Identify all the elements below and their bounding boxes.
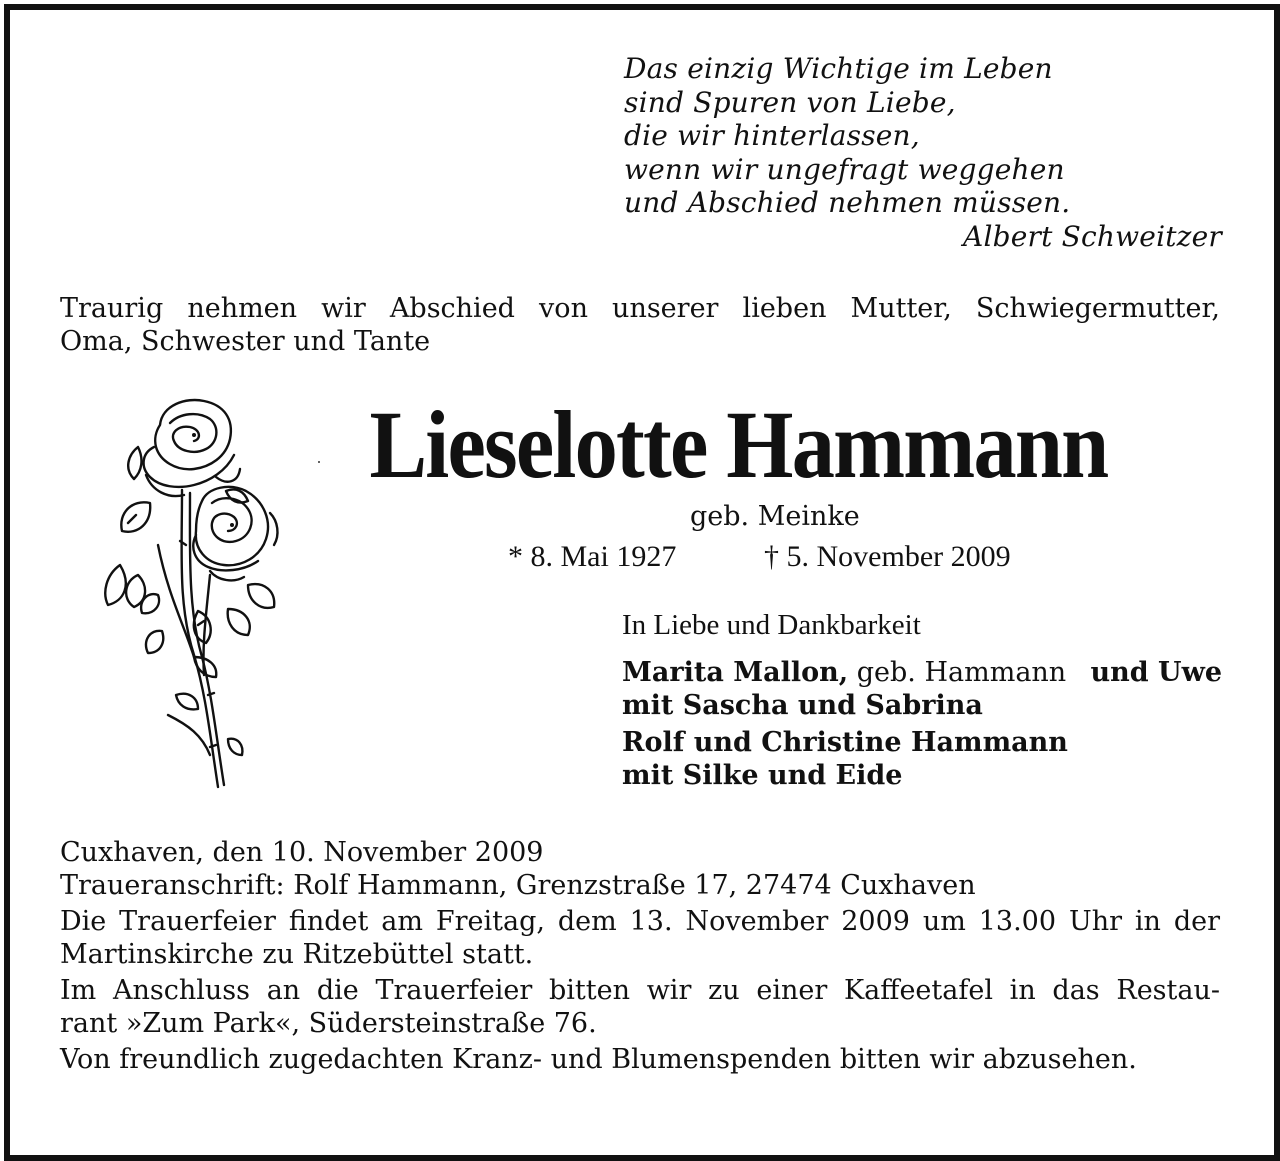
- rose-icon: [98, 395, 283, 795]
- quote-block: [624, 52, 1224, 253]
- intro-text: [60, 292, 1220, 358]
- mourner-group: [622, 726, 1222, 792]
- deceased-name: Lieselotte Hammann: [369, 391, 1108, 498]
- mourner-line: [622, 656, 1222, 689]
- intro-line: Oma, Schwester und Tante: [60, 326, 431, 357]
- quote-author: Albert Schweitzer: [963, 219, 1222, 253]
- quote-line: wenn wir ungefragt weggehen: [624, 152, 1065, 186]
- quote-line: und Abschied nehmen müssen.: [624, 186, 1071, 219]
- mourner-line: mit Sascha und Sabrina: [622, 690, 983, 721]
- mourner-partner: und Uwe: [1090, 657, 1222, 688]
- ceremony-line: Martinskirche zu Ritzebüttel statt.: [60, 938, 534, 970]
- reception-line: rant »Zum Park«, Südersteinstraße 76.: [60, 1007, 597, 1039]
- mourners-list: [622, 656, 1222, 796]
- speck: [318, 461, 320, 463]
- mourner-group: [622, 656, 1222, 722]
- place-date: Cuxhaven, den 10. November 2009: [60, 837, 544, 868]
- flowers-note: Von freundlich zugedachten Kranz- und Blumenspenden bitten wir abzusehen.: [60, 1044, 1137, 1075]
- quote-line: Das einzig Wichtige im Leben: [624, 52, 1053, 85]
- birth-date: * 8. Mai 1927: [508, 540, 677, 573]
- death-date: † 5. November 2009: [764, 540, 1011, 573]
- birth-name: geb. Meinke: [690, 501, 860, 532]
- details-block: [60, 837, 1220, 1081]
- mourner-name: Marita Mallon,: [622, 657, 849, 688]
- reception-line: Im Anschluss an die Trauerfeier bitten wir zu einer Kaffeetafel in das Restau-: [60, 975, 1220, 1006]
- intro-line: Traurig nehmen wir Abschied von unserer lieben Mutter, Schwiegermutter,: [60, 293, 1220, 324]
- quote-line: sind Spuren von Liebe,: [624, 85, 956, 119]
- mourning-address: Traueranschrift: Rolf Hammann, Grenzstraße 17, 27474 Cuxhaven: [60, 869, 976, 901]
- mourner-birth-name: geb. Hammann: [848, 657, 1067, 688]
- quote-line: die wir hinterlassen,: [624, 119, 920, 152]
- mourner-line: Rolf und Christine Hammann: [622, 727, 1068, 758]
- ceremony-line: Die Trauerfeier findet am Freitag, dem 13. November 2009 um 13.00 Uhr in der: [60, 906, 1220, 937]
- mourners-intro: In Liebe und Dankbarkeit: [622, 609, 921, 641]
- mourner-line: mit Silke und Eide: [622, 760, 903, 791]
